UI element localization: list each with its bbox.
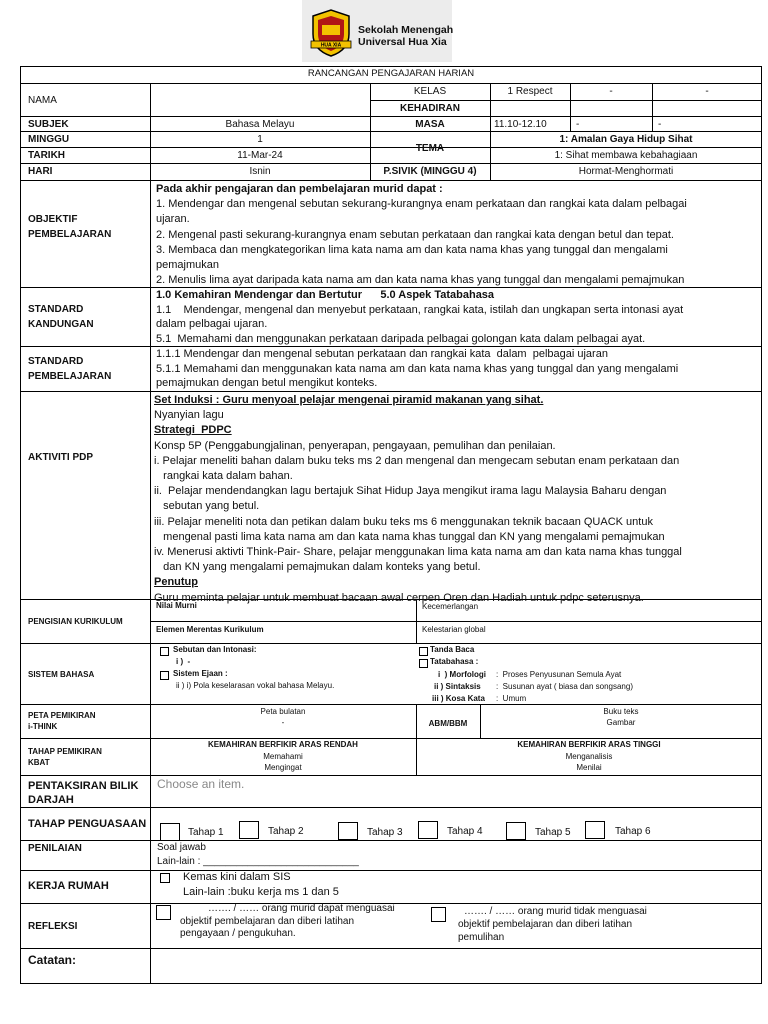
masa-value-2[interactable]: - (576, 119, 580, 130)
psivik-label: P.SIVIK (MINGGU 4) (383, 166, 477, 177)
tahap-6-checkbox[interactable] (585, 821, 605, 839)
school-name-line2: Universal Hua Xia (358, 36, 447, 48)
sebutan-value: i ) - (176, 657, 191, 666)
catatan-label: Catatan: (28, 953, 77, 967)
tahap-5-label: Tahap 5 (535, 827, 571, 838)
tahap-2-checkbox[interactable] (239, 821, 259, 839)
kehadiran-label: KEHADIRAN (400, 103, 460, 114)
refleksi-label: REFLEKSI (28, 921, 78, 932)
peta-label: PETA PEMIKIRAN i-THINK (28, 711, 96, 731)
hari-label: HARI (28, 166, 53, 177)
standard-kandungan-label: STANDARD KANDUNGAN (28, 304, 94, 330)
tahap-1-label: Tahap 1 (188, 827, 224, 838)
kurikulum-label: PENGISIAN KURIKULUM (28, 617, 123, 626)
tanda-baca-checkbox[interactable] (419, 647, 428, 656)
morfologi-label: i ) Morfologi (438, 670, 486, 679)
masa-label: MASA (415, 119, 445, 130)
page-title: RANCANGAN PENGAJARAN HARIAN (307, 68, 475, 79)
tema-value[interactable]: 1: Amalan Gaya Hidup Sihat (559, 134, 693, 145)
kerja-rumah-checkbox[interactable] (160, 873, 170, 883)
pentaksiran-dropdown[interactable]: Choose an item. (157, 777, 245, 791)
psivik-value[interactable]: Hormat-Menghormati (578, 166, 674, 177)
tahap-4-label: Tahap 4 (447, 826, 483, 837)
refleksi-left-text[interactable]: ……. / …… orang murid dapat menguasai objektif pembelajaran dan diberi latihan pengayaan / pengukuhan. (180, 903, 395, 939)
kbat-label: TAHAP PEMIKIRAN KBAT (28, 747, 102, 767)
masa-value-3[interactable]: - (658, 119, 662, 130)
kbat-tinggi-label: KEMAHIRAN BERFIKIR ARAS TINGGI (517, 740, 661, 749)
kbat-rendah-label: KEMAHIRAN BERFIKIR ARAS RENDAH (208, 740, 358, 749)
sintaksis-label: ii ) Sintaksis (434, 682, 481, 691)
bbm-value-1[interactable]: Buku teks (603, 707, 639, 716)
nilai-murni-label: Nilai Murni (156, 601, 197, 610)
kbat-rendah-1: Memahami (263, 752, 303, 761)
refleksi-right-text[interactable]: ……. / …… orang murid tidak menguasai objektif pembelajaran dan diberi latihan pemulihan (458, 906, 647, 943)
school-logo (309, 8, 353, 58)
kelas-label: KELAS (413, 86, 447, 97)
abm-label: ABM/BBM (428, 719, 468, 728)
kerja-rumah-label: KERJA RUMAH (28, 880, 109, 892)
kbat-rendah-2: Mengingat (264, 763, 302, 772)
peta-value[interactable]: Peta bulatan (260, 707, 306, 716)
standard-kandungan-content[interactable]: 1.0 Kemahiran Mendengar dan Bertutur 5.0 Aspek Tatabahasa 1.1 Mendengar, mengenal dan menyebut perkataan, rangkai kata, istilah dan ungkapan serta intonasi ayat dalam pelbagai ujaran. 5.1 Memahami dan menggunakan perkataan daripada pelbagai golongan kata dalam pelbagai ayat. (156, 289, 684, 345)
penilaian-label: PENILAIAN (28, 843, 82, 854)
tatabahasa-checkbox[interactable] (419, 659, 428, 668)
tahap-2-label: Tahap 2 (268, 826, 304, 837)
sistem-bahasa-label: SISTEM BAHASA (28, 670, 95, 679)
standard-pembelajaran-label: STANDARD PEMBELAJARAN (28, 356, 112, 382)
peta-dash: - (281, 718, 285, 727)
aktiviti-label: AKTIVITI PDP (28, 452, 94, 463)
kbat-tinggi-2: Menilai (576, 763, 602, 772)
tema-label: TEMA (415, 143, 445, 154)
sebutan-checkbox[interactable] (160, 647, 169, 656)
bbm-value-2[interactable]: Gambar (606, 718, 636, 727)
objektif-content[interactable]: Pada akhir pengajaran dan pembelajaran murid dapat : 1. Mendengar dan mengenal sebutan sekurang-kurangnya enam perkataan dan rangkai kata dalam pelbagai ujaran. 2. Mengenal pasti sekurang-kurangnya enam sebutan perkataan dan rangkai kata dengan betul dan tepat. 3. Membaca dan mengkategorikan lima kata nama am dan kata nama khas yang tunggal dan mengalami pemajmukan 2. Menulis lima ayat daripada kata nama am dan kata nama khas yang tunggal dan mengalami pemajmukan (156, 183, 687, 287)
kerja-rumah-line1[interactable]: Kemas kini dalam SIS (183, 871, 291, 883)
tajuk-value[interactable]: 1: Sihat membawa kebahagiaan (554, 150, 698, 161)
subjek-label: SUBJEK (28, 119, 69, 130)
standard-pembelajaran-content[interactable]: 1.1.1 Mendengar dan mengenal sebutan perkataan dan rangkai kata dalam pelbagai ujaran 5.1.1 Memahami dan menggunakan kata nama am dan kata nama khas yang tunggal dan yang mengalami pemajmukan dengan betul mengikut konteks. (156, 348, 679, 389)
minggu-label: MINGGU (28, 134, 70, 145)
minggu-value[interactable]: 1 (257, 134, 263, 145)
kbat-tinggi-1: Menganalisis (565, 752, 613, 761)
refleksi-right-checkbox[interactable] (431, 907, 446, 922)
tahap-6-label: Tahap 6 (615, 826, 651, 837)
tahap-4-checkbox[interactable] (418, 821, 438, 839)
tahap-5-checkbox[interactable] (506, 822, 526, 840)
kelas-value-2[interactable]: - (609, 86, 613, 97)
tahap-3-checkbox[interactable] (338, 822, 358, 840)
kelas-value-3[interactable]: - (705, 86, 709, 97)
tahap-1-checkbox[interactable] (160, 823, 180, 841)
tahap-3-label: Tahap 3 (367, 827, 403, 838)
nama-label: NAMA (28, 95, 57, 106)
ejaan-value: ii ) i) Pola keselarasan vokal bahasa Melayu. (176, 681, 335, 690)
ejaan-checkbox[interactable] (160, 671, 169, 680)
hari-value[interactable]: Isnin (249, 166, 271, 177)
tatabahasa-label: Tatabahasa : (430, 657, 479, 666)
kelas-value-1[interactable]: 1 Respect (507, 86, 553, 97)
penguasaan-label: TAHAP PENGUASAAN (28, 818, 147, 830)
school-name-line1: Sekolah Menengah (358, 24, 454, 36)
penilaian-line2[interactable]: Lain-lain : ____________________________ (157, 856, 359, 867)
tarikh-value[interactable]: 11-Mar-24 (237, 150, 283, 161)
kosa-kata-value: : Umum (496, 694, 527, 703)
ejaan-label: Sistem Ejaan : (173, 669, 228, 678)
aktiviti-content[interactable]: Set Induksi : Guru menyoal pelajar mengenai piramid makanan yang sihat. Nyanyian lagu Strategi PDPC Konsp 5P (Penggabungjalinan, penyerapan, pengayaan, pemulihan dan penilaian. i. Pelajar meneliti bahan dalam buku teks ms 2 dan mengenal dan mengecam sebutan enam perkataan dan rangkai kata dalam bahan. ii. Pelajar mendendangkan lagu bertajuk Sihat Hidup Jaya mengikut irama lagu Malaysia Baharu dengan sebutan yang betul. iii. Pelajar meneliti nota dan petikan dalam buku teks ms 6 menggunakan teknik bacaan QUACK untuk mengenal pasti lima kata nama am dan kata nama khas tunggal dan KN yang mengalami pemajmukan iv. Menerusi aktivti Think-Pair- Share, pelajar menggunakan lima kata nama am dan kata nama khas tunggal dan KN yang mengalami pemajmukan dalam konteks yang betul. Penutup Guru meminta pelajar untuk membuat bacaan awal cerpen Oren dan Hadiah untuk pdpc seterusnya. (154, 394, 682, 604)
kerja-rumah-line2[interactable]: Lain-lain :buku kerja ms 1 dan 5 (183, 886, 339, 898)
sebutan-label: Sebutan dan Intonasi: (173, 645, 257, 654)
svg-text:HUA XIA: HUA XIA (320, 42, 342, 49)
morfologi-value: : Proses Penyusunan Semula Ayat (496, 670, 622, 679)
kosa-kata-label: iii ) Kosa Kata (432, 694, 485, 703)
tarikh-label: TARIKH (28, 150, 66, 161)
catatan-field[interactable] (151, 949, 761, 983)
tanda-baca-label: Tanda Baca (430, 645, 475, 654)
penilaian-line1[interactable]: Soal jawab (157, 842, 206, 853)
sintaksis-value: : Susunan ayat ( biasa dan songsang) (496, 682, 633, 691)
refleksi-left-checkbox[interactable] (156, 905, 171, 920)
pentaksiran-label: PENTAKSIRAN BILIK DARJAH (28, 780, 139, 806)
kelestarian-label: Kelestarian global (422, 625, 486, 634)
masa-value-1[interactable]: 11.10-12.10 (494, 119, 547, 130)
subjek-value[interactable]: Bahasa Melayu (225, 119, 295, 130)
kecemerlangan-label: Kecemerlangan (422, 602, 479, 611)
elemen-label: Elemen Merentas Kurikulum (156, 625, 264, 634)
objektif-label: OBJEKTIF PEMBELAJARAN (28, 214, 112, 240)
school-crest-icon (309, 8, 353, 58)
